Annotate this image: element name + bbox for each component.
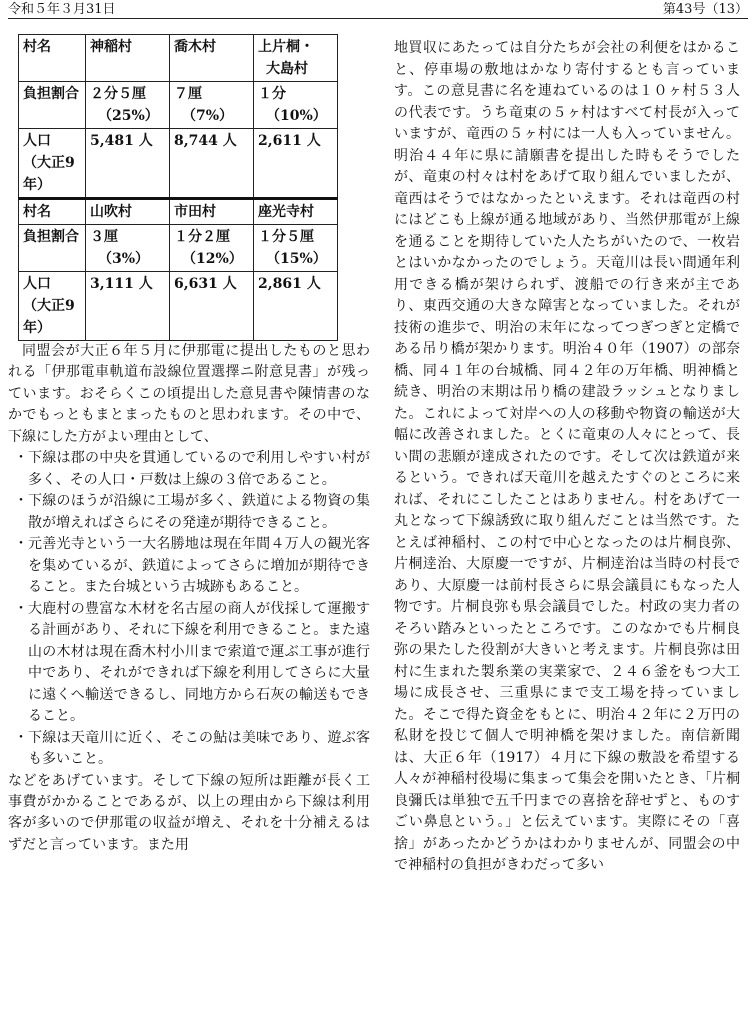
table-cell: １分５厘 （15%） xyxy=(254,225,338,272)
table-row xyxy=(19,82,338,129)
table-cell: 喬木村 xyxy=(170,35,254,82)
table-cell: 負担割合 xyxy=(19,82,86,129)
bullet-marker: ・ xyxy=(14,729,28,746)
intro-paragraph: 同盟会が大正６年５月に伊那電に提出したものと思われる「伊那電車軌道布設線位置選擇ニ附意見書」が残っています。おそらくこの頃提出した意見書や陳情書のなかでもっともまとまったものと思われます。その中で、下線にした方がよい理由として、 xyxy=(8,343,370,445)
table-cell: 2,611 人 xyxy=(254,129,338,199)
bullet-marker: ・ xyxy=(14,450,28,467)
right-column xyxy=(394,38,740,877)
bullet-marker: ・ xyxy=(14,536,28,553)
table-cell: １分 （10%） xyxy=(254,82,338,129)
table-cell: 村名 xyxy=(19,35,86,82)
table-cell: １分２厘 （12%） xyxy=(170,225,254,272)
list-item xyxy=(8,599,370,728)
list-item xyxy=(8,728,370,771)
table-cell: 負担割合 xyxy=(19,225,86,272)
table-cell: ７厘 （7%） xyxy=(170,82,254,129)
list-item-text: 大鹿村の豊富な木材を名古屋の商人が伐採して運搬する計画があり、それに下線を利用できること。また遠山の木材は現在喬木村小川まで索道で運ぶ工事が進行中であり、それができれば下線を利用してさらに大量に遠くへ輸送できるし、同地方から石灰の輸送もできること。 xyxy=(28,600,370,725)
table-row xyxy=(19,272,338,341)
left-column xyxy=(8,34,370,856)
list-item xyxy=(8,448,370,491)
table-header-row xyxy=(19,199,338,225)
table-cell: 人口 （大正9年） xyxy=(19,272,86,341)
table-cell: ２分５厘 （25%） xyxy=(86,82,170,129)
bullet-marker: ・ xyxy=(14,493,28,510)
table-cell: 人口 （大正9年） xyxy=(19,129,86,199)
outro-paragraph: などをあげています。そして下線の短所は距離が長く工事費がかかることであるが、以上の理由から下線は利用客が多いので伊那電の収益が増え、それを十分補えるはずだと言っています。また用 xyxy=(8,772,370,853)
list-item-text: 下線は天竜川に近く、そこの鮎は美味であり、遊ぶ客も多いこと。 xyxy=(28,729,370,768)
reasons-list xyxy=(8,448,370,771)
list-item-text: 元善光寺という一大名勝地は現在年間４万人の観光客を集めているが、鉄道によってさらに増加が期待できること。また台城という古城跡もあること。 xyxy=(28,536,370,596)
table-cell: 市田村 xyxy=(170,199,254,225)
list-item-text: 下線は郡の中央を貫通しているので利用しやすい村が多く、その人口・戸数は上線の３倍であること。 xyxy=(28,450,370,488)
table-cell: 6,631 人 xyxy=(170,272,254,341)
table-cell: 8,744 人 xyxy=(170,129,254,199)
right-column-text: 地買収にあたっては自分たちが会社の利便をはかること、停車場の敷地はかなり寄付するとも言っています。この意見書に名を連ねているのは１０ヶ村５３人の代表です。うち竜東の５ヶ村はすべて村長が入っていますが、竜西の５ヶ村には一人も入っていません。明治４４年に県に請願書を提出した時もそうでしたが、竜東の村々は村をあげて取り組んでいましたが、竜西はそうではなかったといえます。それは竜西の村にはどこも上線が通る地域があり、当然伊那電が上線を通ることを期待していた人たちがいたので、一枚岩とはいかなかったのでしょう。天竜川は長い間通年利用できる橋が架けられず、渡船での行き来が主であり、東西交通の大きな障害となっていました。それが技術の進歩で、明治の末年になってつぎつぎと定橋である吊り橋が架かります。明治４０年（1907）の部奈橋、同４１年の台城橋、同４２年の万年橋、明神橋と続き、明治の末期は吊り橋の建設ラッシュとなりました。これによって対岸への人の移動や物資の輸送が大幅に改善されました。とくに竜東の人々にとって、長い間の悲願が達成されたのです。そして次は鉄道が来るという。できれば天竜川を越えたすぐのところに来れば、それにこしたことはありません。村をあげて一丸となって下線誘致に取り組んだことは当然です。たとえば神稲村、この村で中心となったのは片桐良弥、片桐逹治、大原慶一ですが、片桐逹治は当時の村長であり、大原慶一は前村長さらに県会議員にもなった人物です。片桐良弥も県会議員でした。村政の実力者のそろい踏みといったところです。このなかでも片桐良弥の果たした役割が大きいと考えます。片桐良弥は田村に生まれた製糸業の実業家で、２４６釜をもつ大工場に成長させ、三重県にまで支工場を持っていました。そこで得た資金をもとに、明治４２年に２万円の私財を投じて個人で明神橋を架けました。南信新聞は、大正６年（1917）４月に下線の敷設を希望する人々が神稲村役場に集まって集会を開いたとき、「片桐良彌氏は単独で五千円までの喜捨を辞せずと、ものすごい鼻息という。」と伝えています。実際にその「喜捨」があったかどうかはわかりませんが、同盟会の中で神稲村の負担がきわだって多い xyxy=(394,40,740,873)
issue-number: 第43号（13） xyxy=(662,2,748,17)
list-item-text: 下線のほうが沿線に工場が多く、鉄道による物資の集散が増えればさらにその発達が期待できること。 xyxy=(28,493,370,531)
table-cell: 山吹村 xyxy=(86,199,170,225)
table-cell: 2,861 人 xyxy=(254,272,338,341)
table-cell: 3,111 人 xyxy=(86,272,170,341)
page-header xyxy=(8,0,748,22)
table-cell: 神稲村 xyxy=(86,35,170,82)
table-cell: 村名 xyxy=(19,199,86,225)
table-cell: ３厘 （3%） xyxy=(86,225,170,272)
table-row xyxy=(19,129,338,199)
list-item xyxy=(8,491,370,534)
village-burden-table xyxy=(18,34,338,341)
table-cell: 上片桐・ 大島村 xyxy=(254,35,338,82)
issue-date: 令和５年３月31日 xyxy=(8,2,116,17)
bullet-marker: ・ xyxy=(14,600,28,617)
table-cell: 座光寺村 xyxy=(254,199,338,225)
table-cell: 5,481 人 xyxy=(86,129,170,199)
header-rule xyxy=(8,18,748,19)
list-item xyxy=(8,534,370,599)
table-row xyxy=(19,225,338,272)
table-header-row xyxy=(19,35,338,82)
